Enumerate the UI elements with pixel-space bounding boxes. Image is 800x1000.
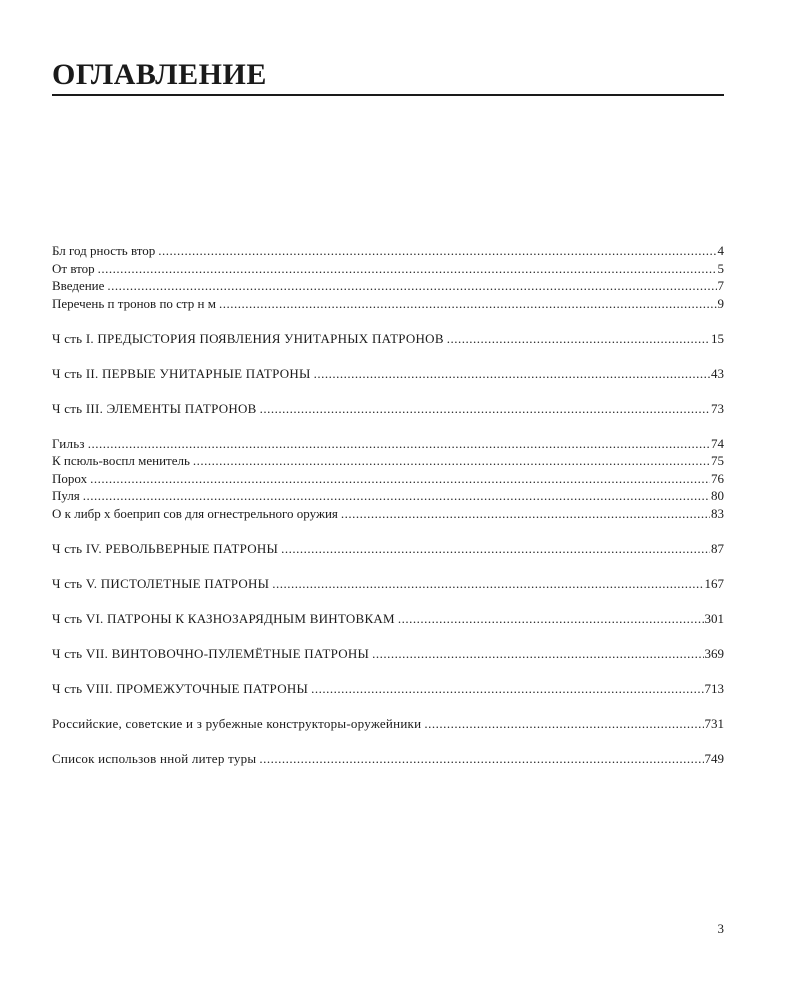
toc-entry-page: 4 [717,243,724,258]
dot-leader [341,505,710,523]
dot-leader [424,715,703,733]
toc-entry-page: 5 [717,260,724,276]
toc-entry-label: Список использов нной литер туры [52,750,257,766]
dot-leader [372,645,703,663]
toc-entry-page: 76 [711,470,724,486]
toc-entry-part-1 [52,330,724,348]
dot-leader [272,575,703,593]
toc-entry-label: Российские, советские и з рубежные конструкторы-оружейники [52,715,422,731]
toc-entry-label: О к либр х боеприп сов для огнестрельного оружия [52,505,338,521]
toc-entry-acknowledgements [52,242,724,260]
toc-entry-label: Введение [52,278,105,293]
toc-entry-page: 74 [711,435,724,451]
toc-entry-page: 301 [704,610,724,626]
dot-leader [281,540,710,558]
toc-entry-label: Гильз [52,435,85,451]
toc-entry-primer [52,452,724,470]
toc-entry-part-2 [52,365,724,383]
toc-entry-label: К псюль-воспл менитель [52,453,190,468]
toc-entry-page: 80 [711,488,724,503]
toc-entry-page: 167 [704,575,724,591]
toc-entry-label: Бл год рность втор [52,243,156,258]
table-of-contents [52,242,724,767]
toc-entry-bullet [52,487,724,505]
toc-entry-part-6 [52,610,724,628]
toc-entry-label: Ч сть VII. ВИНТОВОЧНО-ПУЛЕМЁТНЫЕ ПАТРОНЫ [52,645,370,661]
toc-entry-page: 731 [704,715,724,731]
toc-entry-page: 87 [711,540,724,556]
toc-entry-page: 713 [704,680,724,696]
dot-leader [90,470,710,488]
toc-entry-label: Ч сть II. ПЕРВЫЕ УНИТАРНЫЕ ПАТРОНЫ [52,365,311,381]
dot-leader [83,487,710,505]
toc-entry-page: 43 [711,365,724,381]
dot-leader [259,750,703,768]
toc-entry-label: Ч сть III. ЭЛЕМЕНТЫ ПАТРОНОВ [52,400,257,416]
toc-entry-page: 7 [717,278,724,293]
toc-entry-case [52,435,724,453]
toc-entry-page: 749 [704,750,724,766]
toc-entry-label: Перечень п тронов по стр н м [52,295,216,311]
toc-entry-page: 73 [711,400,724,416]
page-number: 3 [717,921,724,936]
toc-entry-part-8 [52,680,724,698]
toc-entry-page: 75 [711,453,724,468]
dot-leader [447,330,710,348]
toc-entry-label: Ч сть I. ПРЕДЫСТОРИЯ ПОЯВЛЕНИЯ УНИТАРНЫХ ПАТРОНОВ [52,330,444,346]
toc-entry-bibliography [52,750,724,768]
toc-entry-page: 83 [711,505,724,521]
dot-leader [98,260,717,278]
toc-entry-from-author [52,260,724,278]
toc-entry-label: Ч сть IV. РЕВОЛЬВЕРНЫЕ ПАТРОНЫ [52,540,279,556]
dot-leader [219,295,717,313]
toc-entry-label: Ч сть VIII. ПРОМЕЖУТОЧНЫЕ ПАТРОНЫ [52,680,309,696]
toc-entry-label: От втор [52,260,95,276]
dot-leader [398,610,704,628]
toc-entry-cartridge-list [52,295,724,313]
toc-entry-label: Ч сть V. ПИСТОЛЕТНЫЕ ПАТРОНЫ [52,575,270,591]
dot-leader [107,277,716,295]
toc-entry-part-7 [52,645,724,663]
toc-entry-page: 9 [717,295,724,311]
dot-leader [314,365,710,383]
toc-entry-page: 369 [704,645,724,661]
dot-leader [88,435,710,453]
page-title: ОГЛАВЛЕНИЕ [52,58,724,96]
dot-leader [193,452,710,470]
dot-leader [260,400,710,418]
toc-entry-label: Порох [52,470,88,486]
toc-entry-part-4 [52,540,724,558]
dot-leader [311,680,703,698]
toc-entry-page: 15 [711,330,724,346]
toc-entry-label: Пуля [52,488,80,503]
toc-entry-designers [52,715,724,733]
dot-leader [158,242,716,260]
toc-entry-powder [52,470,724,488]
toc-entry-part-5 [52,575,724,593]
toc-entry-label: Ч сть VI. ПАТРОНЫ К КАЗНОЗАРЯДНЫМ ВИНТОВКАМ [52,610,395,626]
toc-entry-calibers [52,505,724,523]
toc-entry-part-3 [52,400,724,418]
toc-entry-introduction [52,277,724,295]
